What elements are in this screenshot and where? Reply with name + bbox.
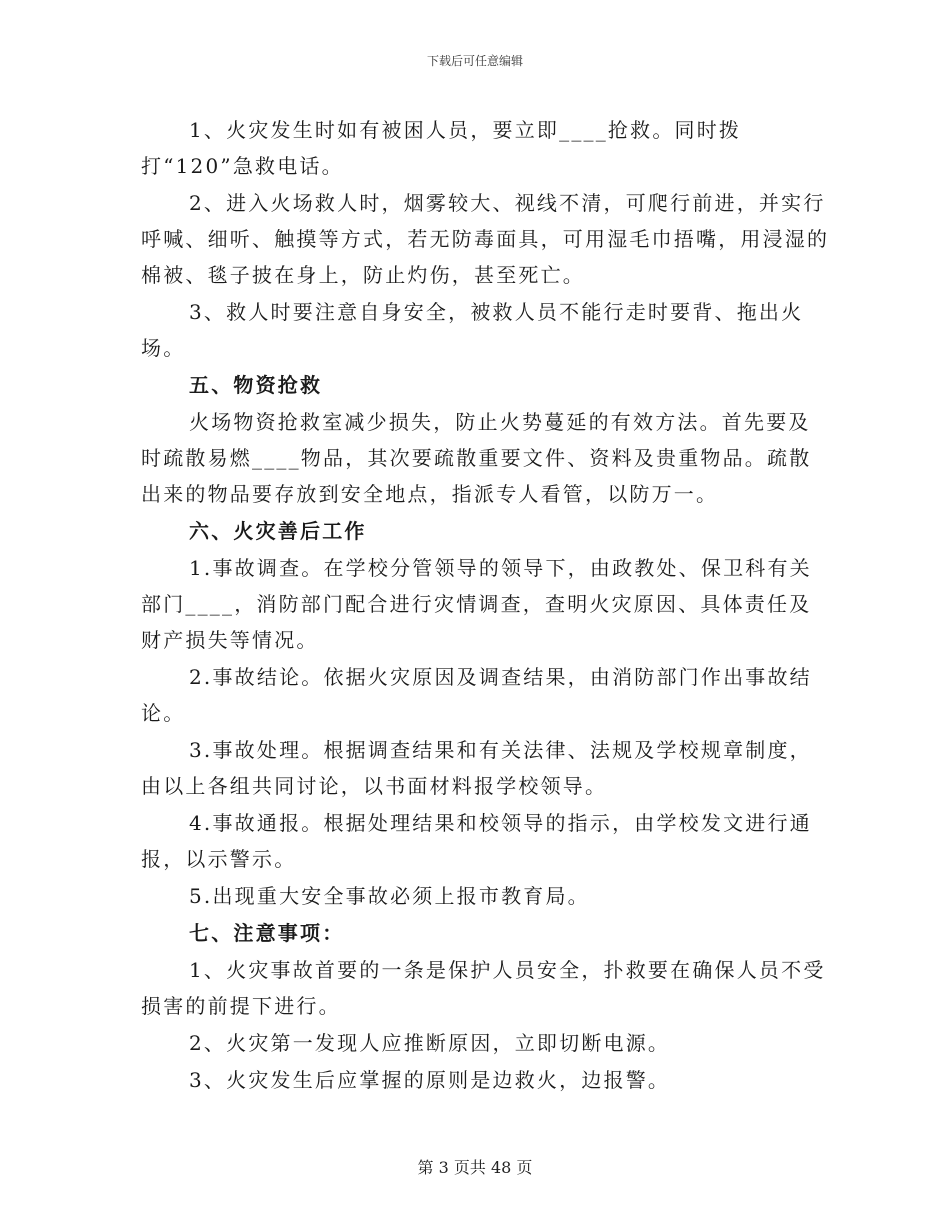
paragraph-aftermath-3: 3.事故处理。根据调查结果和有关法律、法规及学校规章制度，由以上各组共同讨论，以书面材料报学校领导。 — [141, 738, 812, 798]
paragraph-rescue-1: 1、火灾发生时如有被困人员，要立即____抢救。同时拨打“120”急救电话。 — [141, 118, 742, 178]
paragraph-notes-1: 1、火灾事故首要的一条是保护人员安全，扑救要在确保人员不受损害的前提下进行。 — [141, 958, 826, 1018]
page-header: 下载后可任意编辑 — [426, 54, 523, 68]
section-heading-5: 五、物资抢救 — [189, 373, 323, 397]
paragraph-notes-2: 2、火灾第一发现人应推断原因，立即切断电源。 — [189, 1031, 671, 1055]
section-heading-6: 六、火灾善后工作 — [189, 519, 367, 543]
paragraph-notes-3: 3、火灾发生后应掌握的原则是边救火，边报警。 — [189, 1068, 671, 1092]
document-body — [141, 112, 831, 1099]
section-heading-7: 七、注意事项： — [189, 921, 345, 945]
paragraph-rescue-3: 3、救人时要注意自身安全，被救人员不能行走时要背、拖出火场。 — [141, 300, 804, 360]
paragraph-materials: 火场物资抢救室减少损失，防止火势蔓延的有效方法。首先要及时疏散易燃____物品，其次要疏散重要文件、资料及贵重物品。疏散出来的物品要存放到安全地点，指派专人看管，以防万一。 — [141, 410, 812, 506]
paragraph-rescue-2: 2、进入火场救人时，烟雾较大、视线不清，可爬行前进，并实行呼喊、细听、触摸等方式，若无防毒面具，可用湿毛巾捂嘴，用浸湿的棉被、毯子披在身上，防止灼伤，甚至死亡。 — [141, 191, 830, 287]
paragraph-aftermath-1: 1.事故调查。在学校分管领导的领导下，由政教处、保卫科有关部门____，消防部门配合进行灾情调查，查明火灾原因、具体责任及财产损失等情况。 — [141, 556, 812, 652]
page-footer: 第 3 页共 48 页 — [417, 1158, 533, 1177]
paragraph-aftermath-4: 4.事故通报。根据处理结果和校领导的指示，由学校发文进行通报，以示警示。 — [141, 811, 812, 871]
paragraph-aftermath-2: 2.事故结论。依据火灾原因及调查结果，由消防部门作出事故结论。 — [141, 665, 812, 725]
paragraph-aftermath-5: 5.出现重大安全事故必须上报市教育局。 — [189, 884, 590, 908]
